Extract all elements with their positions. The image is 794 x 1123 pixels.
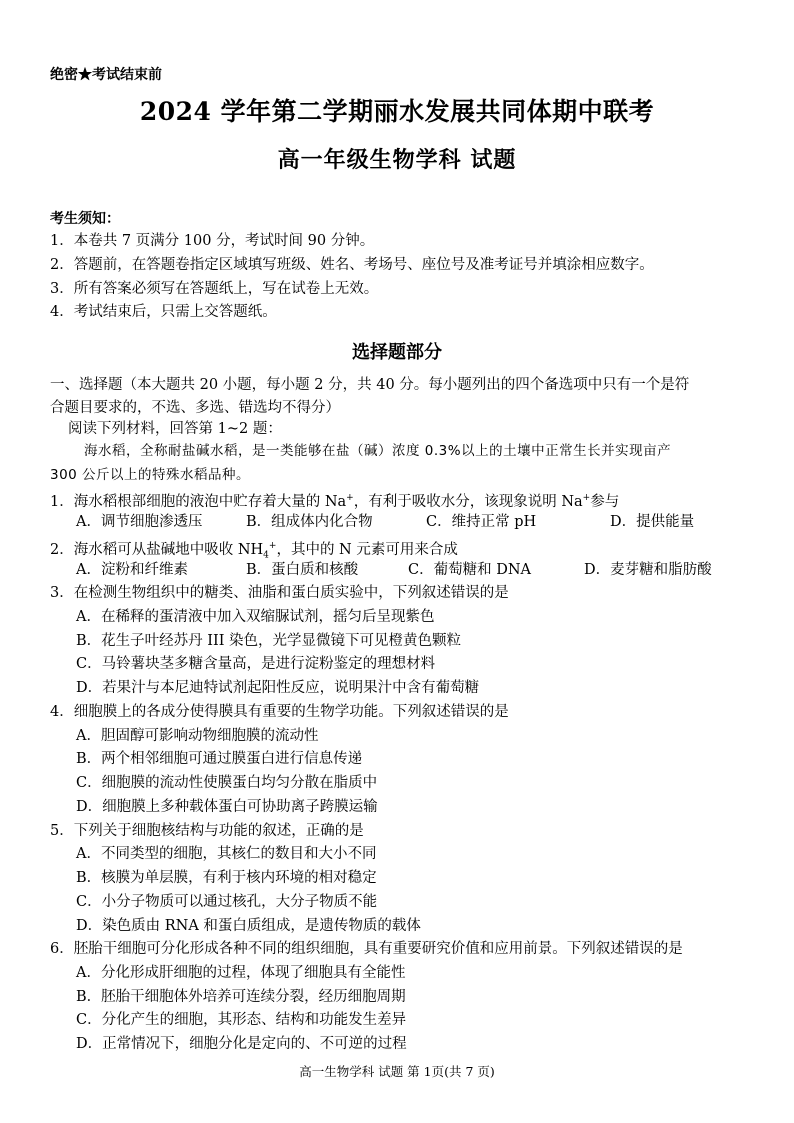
option-d[interactable]: D．提供能量 — [610, 514, 695, 530]
option-a[interactable]: A．淀粉和纤维素 — [76, 562, 188, 578]
exam-subtitle: 高一年级生物学科 试题 — [277, 147, 517, 173]
question-4-stem: 4．细胞膜上的各成分使得膜具有重要的生物学功能。下列叙述错误的是 — [50, 704, 509, 720]
option-c[interactable]: C．葡萄糖和 DNA — [408, 562, 531, 578]
option-c[interactable]: C．分化产生的细胞，其形态、结构和功能发生差异 — [76, 1012, 407, 1028]
intro-line: 一、选择题（本大题共 20 小题，每小题 2 分，共 40 分。每小题列出的四个备选项中只有一个是符 — [50, 377, 690, 393]
option-c[interactable]: C．细胞膜的流动性使膜蛋白均匀分散在脂质中 — [76, 775, 378, 791]
notice-item: 2．答题前，在答题卷指定区域填写班级、姓名、考场号、座位号及准考证号并填涂相应数字。 — [50, 257, 654, 273]
notice-item: 1．本卷共 7 页满分 100 分，考试时间 90 分钟。 — [50, 233, 375, 249]
option-b[interactable]: B．核膜为单层膜，有利于核内环境的相对稳定 — [76, 870, 377, 886]
option-a[interactable]: A．不同类型的细胞，其核仁的数目和大小不同 — [76, 846, 377, 862]
option-d[interactable]: D．麦芽糖和脂肪酸 — [584, 562, 712, 578]
option-a[interactable]: A．分化形成肝细胞的过程，体现了细胞具有全能性 — [76, 965, 406, 981]
intro-line: 合题目要求的，不选、多选、错选均不得分） — [50, 400, 340, 416]
question-6-stem: 6．胚胎干细胞可分化形成各种不同的组织细胞，具有重要研究价值和应用前景。下列叙述错误的是 — [50, 941, 683, 957]
option-b[interactable]: B．花生子叶经苏丹 III 染色，光学显微镜下可见橙黄色颗粒 — [76, 633, 462, 649]
option-d[interactable]: D．细胞膜上多种载体蛋白可协助离子跨膜运输 — [76, 799, 378, 815]
reading-instruction: 阅读下列材料，回答第 1~2 题： — [68, 421, 282, 437]
option-b[interactable]: B．蛋白质和核酸 — [246, 562, 359, 578]
option-c[interactable]: C．小分子物质可以通过核孔，大分子物质不能 — [76, 894, 378, 910]
question-2-stem: 2．海水稻可从盐碱地中吸收 $NH_4^+$，其中的 N 元素可用来合成 — [50, 541, 458, 561]
question-3-stem: 3．在检测生物组织中的糖类、油脂和蛋白质实验中，下列叙述错误的是 — [50, 585, 509, 601]
page-footer: 高一生物学科 试题 第 1页(共 7 页) — [299, 1064, 495, 1079]
notice-item: 4．考试结束后，只需上交答题纸。 — [50, 304, 277, 320]
option-b[interactable]: B．组成体内化合物 — [246, 514, 373, 530]
option-d[interactable]: D．正常情况下，细胞分化是定向的、不可逆的过程 — [76, 1036, 407, 1052]
confidential-label: 绝密★考试结束前 — [50, 67, 162, 83]
option-a[interactable]: A．在稀释的蛋清液中加入双缩脲试剂，摇匀后呈现紫色 — [76, 609, 435, 625]
option-c[interactable]: C．维持正常 pH — [426, 514, 537, 530]
option-a[interactable]: A．调节细胞渗透压 — [76, 514, 203, 530]
question-1-stem: 1．海水稻根部细胞的液泡中贮存着大量的 Na+，有利于吸收水分，该现象说明 Na+参与 — [50, 493, 620, 510]
passage-line: 海水稻，全称耐盐碱水稻，是一类能够在盐（碱）浓度 0.3%以上的土壤中正常生长并实现亩产 — [84, 443, 672, 459]
section-title: 选择题部分 — [352, 342, 442, 363]
question-5-stem: 5．下列关于细胞核结构与功能的叙述，正确的是 — [50, 823, 364, 839]
passage-line: 300 公斤以上的特殊水稻品种。 — [50, 467, 251, 483]
option-d[interactable]: D．染色质由 RNA 和蛋白质组成，是遗传物质的载体 — [76, 918, 421, 934]
exam-title: 2024 学年第二学期丽水发展共同体期中联考 — [139, 97, 655, 126]
option-a[interactable]: A．胆固醇可影响动物细胞膜的流动性 — [76, 728, 319, 744]
option-b[interactable]: B．胚胎干细胞体外培养可连续分裂，经历细胞周期 — [76, 989, 406, 1005]
option-d[interactable]: D．若果汁与本尼迪特试剂起阳性反应，说明果汁中含有葡萄糖 — [76, 680, 480, 696]
option-b[interactable]: B．两个相邻细胞可通过膜蛋白进行信息传递 — [76, 751, 363, 767]
notice-item: 3．所有答案必须写在答题纸上，写在试卷上无效。 — [50, 281, 379, 297]
notice-heading: 考生须知： — [50, 211, 120, 227]
option-c[interactable]: C．马铃薯块茎多糖含量高，是进行淀粉鉴定的理想材料 — [76, 656, 436, 672]
